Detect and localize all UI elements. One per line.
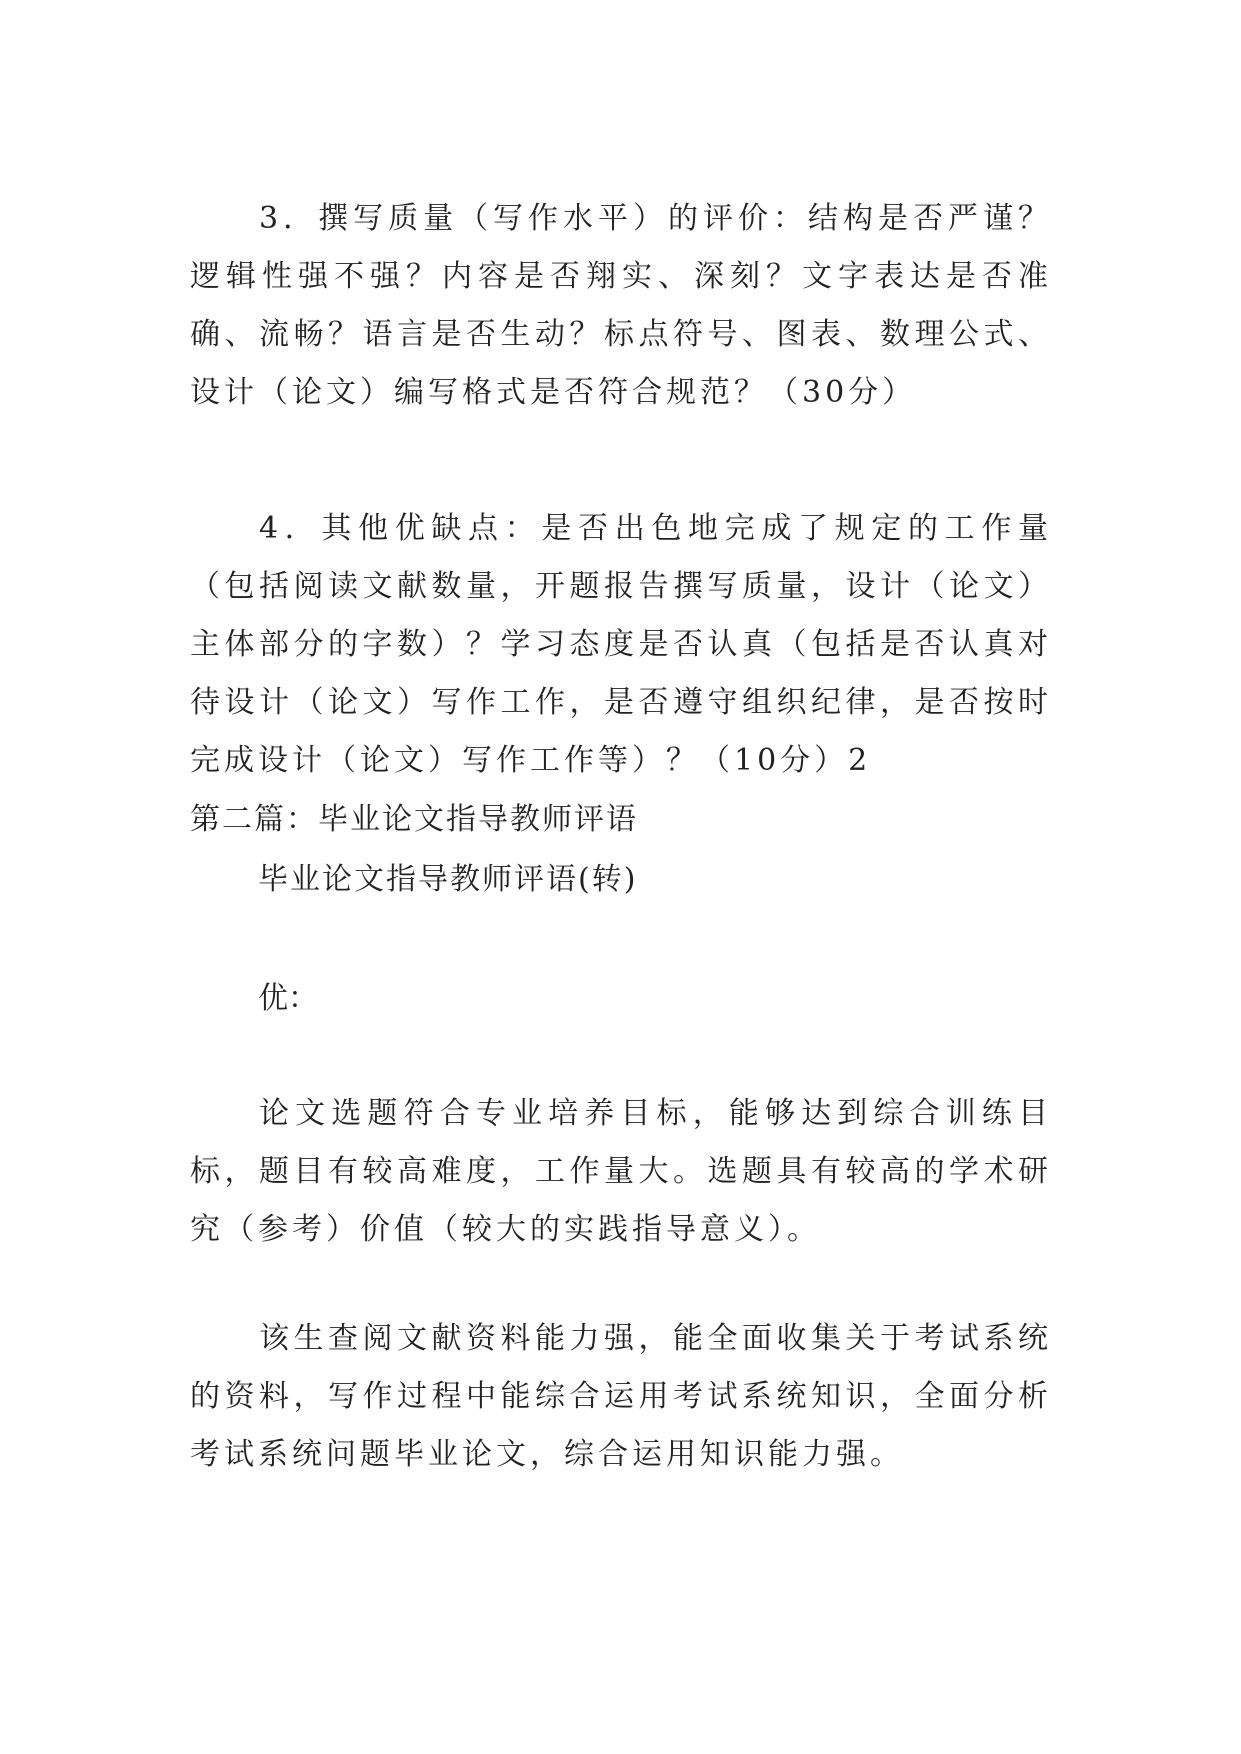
section-title: 第二篇：毕业论文指导教师评语 xyxy=(190,802,638,837)
paragraph-other-merits: 4．其他优缺点：是否出色地完成了规定的工作量（包括阅读文献数量，开题报告撰写质量，设计（论文）主体部分的字数）？学习态度是否认真（包括是否认真对待设计（论文）写作工作，是否遵守组织纪律，是否按时完成设计（论文）写作工作等）？（10分）2 xyxy=(190,511,1052,778)
paragraph-writing-quality: 3．撰写质量（写作水平）的评价：结构是否严谨？逻辑性强不强？内容是否翔实、深刻？文字表达是否准确、流畅？语言是否生动？标点符号、图表、数理公式、设计（论文）编写格式是否符合规范？（30分） xyxy=(190,201,1052,410)
section-subtitle: 毕业论文指导教师评语(转) xyxy=(258,862,638,897)
paragraph-literature-evaluation: 该生查阅文献资料能力强，能全面收集关于考试系统的资料，写作过程中能综合运用考试系统知识，全面分析考试系统问题毕业论文，综合运用知识能力强。 xyxy=(190,1321,1052,1472)
grade-label: 优： xyxy=(258,981,318,1016)
paragraph-topic-evaluation: 论文选题符合专业培养目标，能够达到综合训练目标，题目有较高难度，工作量大。选题具有较高的学术研究（参考）价值（较大的实践指导意义）。 xyxy=(190,1096,1052,1247)
